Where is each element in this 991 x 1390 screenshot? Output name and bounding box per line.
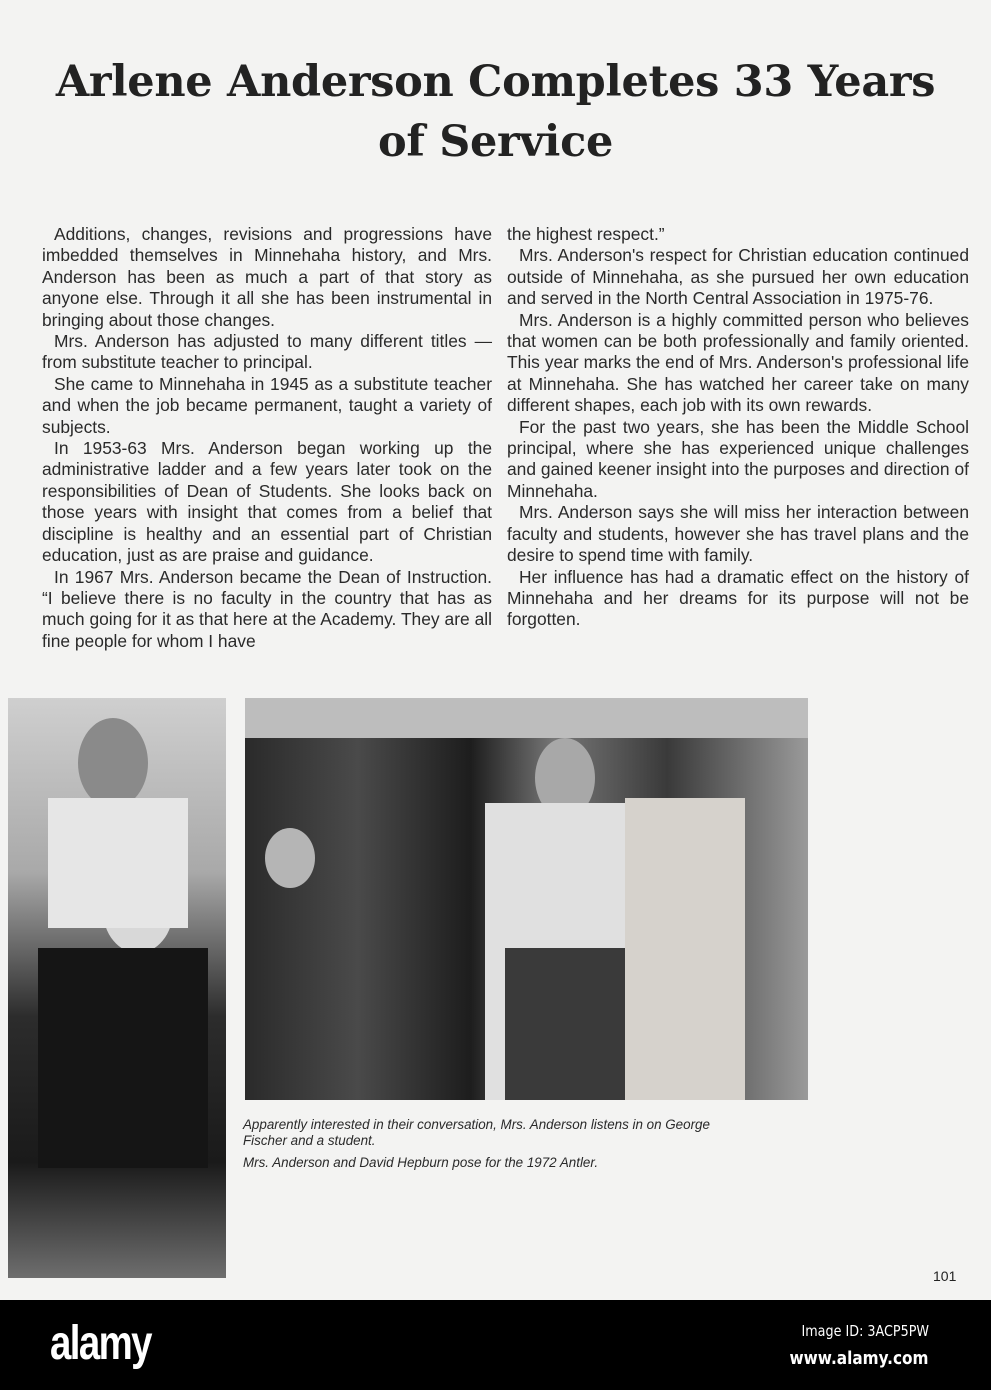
paragraph: For the past two years, she has been the Middle School principal, where she has experienced unique challenges and gained keener insight into the purposes and direction of Minnehaha.	[507, 416, 969, 501]
caption-fischer: Apparently interested in their conversation, Mrs. Anderson listens in on George Fischer and a student.	[243, 1117, 710, 1148]
left-column	[42, 224, 492, 652]
caption-hepburn: Mrs. Anderson and David Hepburn pose for the 1972 Antler.	[243, 1155, 599, 1170]
page-number: 101	[933, 1268, 957, 1284]
paragraph: Mrs. Anderson's respect for Christian education continued outside of Minnehaha, as she pursued her own education and served in the North Central Association in 1975-76.	[507, 245, 969, 309]
paragraph: Additions, changes, revisions and progressions have imbedded themselves in Minnehaha history, and Mrs. Anderson has been as much a part of that story as anyone else. Through it all she has been instrumental in bringing about those changes.	[42, 224, 492, 330]
paragraph: She came to Minnehaha in 1945 as a substitute teacher and when the job became permanent, taught a variety of subjects.	[42, 373, 492, 437]
photo-anderson-fischer-student	[245, 698, 808, 1100]
paragraph: Mrs. Anderson is a highly committed person who believes that women can be both professionally and family oriented. This year marks the end of Mrs. Anderson's professional life at Minnehaha. She has watched her career take on many different shapes, each job with its own rewards.	[507, 309, 969, 416]
paragraph: Mrs. Anderson says she will miss her interaction between faculty and students, however she has travel plans and the desire to spend time with family.	[507, 502, 969, 566]
paragraph: the highest respect.”	[507, 224, 665, 244]
image-id: Image ID: 3ACP5PW	[801, 1322, 929, 1340]
site-url: www.alamy.com	[790, 1348, 929, 1369]
alamy-logo: alamy	[50, 1317, 151, 1370]
paragraph: In 1967 Mrs. Anderson became the Dean of Instruction. “I believe there is no faculty in the country that has as much going for it as that here at the Academy. They are all fine people for whom I have	[42, 566, 492, 651]
watermark-banner	[0, 1300, 991, 1390]
photo-anderson-hepburn	[8, 698, 226, 1278]
right-column	[507, 224, 969, 631]
paragraph: Mrs. Anderson has adjusted to many different titles — from substitute teacher to principal.	[42, 331, 492, 373]
paragraph: Her influence has had a dramatic effect on the history of Minnehaha and her dreams for its purpose will not be forgotten.	[507, 566, 969, 630]
paragraph: In 1953-63 Mrs. Anderson began working up the administrative ladder and a few years later took on the responsibilities of Dean of Students. She looks back on those years with insight that comes from a belief that discipline is healthy and an essential part of Christian education, just as are praise and guidance.	[42, 438, 492, 566]
article-title: Arlene Anderson Completes 33 Years of Service	[55, 57, 936, 167]
